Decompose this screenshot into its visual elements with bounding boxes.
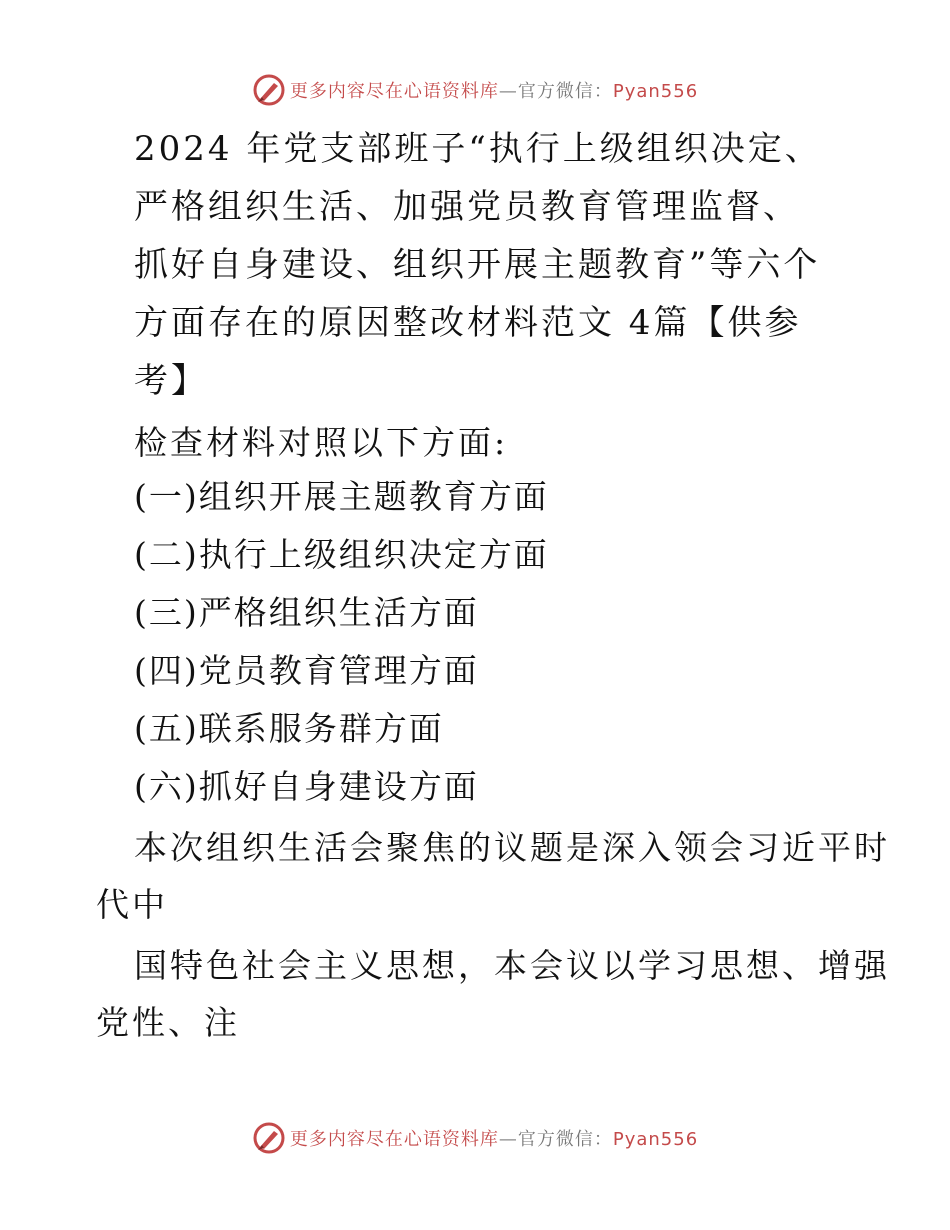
paragraph-line: 党性、注 xyxy=(96,1003,240,1042)
title-line: 考】 xyxy=(134,361,208,401)
banner-label: 官方微信： xyxy=(517,1129,613,1150)
banner-text xyxy=(290,77,698,103)
pen-logo-icon xyxy=(252,73,286,107)
paragraph-line: 国特色社会主义思想，本会议以学习思想、增强 xyxy=(134,946,890,985)
intro-text: 检查材料对照以下方面: xyxy=(134,423,509,462)
footer-banner xyxy=(0,1118,950,1158)
banner-text xyxy=(290,1125,698,1151)
pen-logo-icon xyxy=(252,1121,286,1155)
title-line: 2024 年党支部班子“执行上级组织决定、 xyxy=(134,129,822,169)
banner-slogan: 更多内容尽在心语资料库 xyxy=(289,1129,499,1150)
banner-label: 官方微信： xyxy=(517,81,613,102)
list-item: (一)组织开展主题教育方面 xyxy=(134,477,549,516)
title-line: 方面存在的原因整改材料范文 4篇【供参 xyxy=(134,303,802,343)
banner-separator: — xyxy=(498,1129,518,1150)
header-banner xyxy=(0,70,950,110)
list-item: (五)联系服务群方面 xyxy=(134,709,444,748)
list-item: (四)党员教育管理方面 xyxy=(134,651,479,690)
document-title xyxy=(134,120,834,410)
list-item: (三)严格组织生活方面 xyxy=(134,593,479,632)
title-line: 严格组织生活、加强党员教育管理监督、 xyxy=(134,187,800,227)
list-item: (二)执行上级组织决定方面 xyxy=(134,535,549,574)
banner-separator: — xyxy=(498,81,518,102)
paragraph-line: 本次组织生活会聚焦的议题是深入领会习近平时 xyxy=(134,828,890,867)
banner-wechat-id: Pyan556 xyxy=(612,81,699,102)
banner-wechat-id: Pyan556 xyxy=(612,1129,699,1150)
title-line: 抓好自身建设、组织开展主题教育”等六个 xyxy=(134,245,821,285)
paragraph-line: 代中 xyxy=(96,885,168,924)
list-item: (六)抓好自身建设方面 xyxy=(134,767,479,806)
banner-slogan: 更多内容尽在心语资料库 xyxy=(289,81,499,102)
